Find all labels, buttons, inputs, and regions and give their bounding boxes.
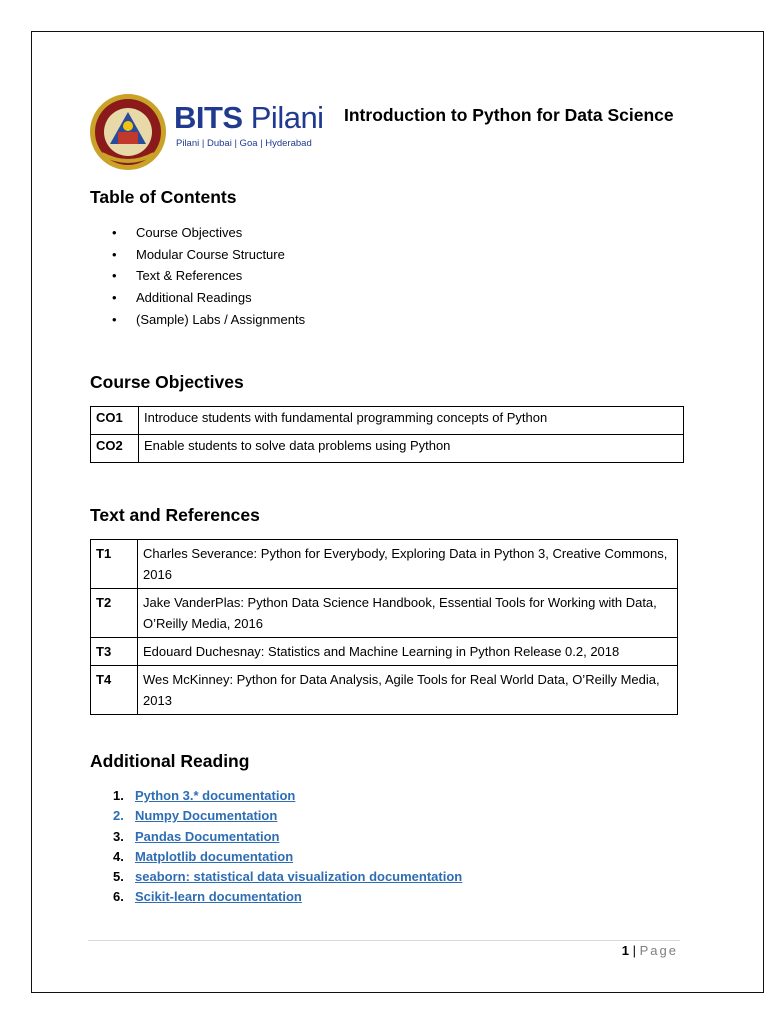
pandas-docs-link[interactable]: Pandas Documentation <box>135 828 280 844</box>
page-label: Page <box>639 943 678 958</box>
page-number: 1 <box>621 943 630 958</box>
table-row <box>91 638 678 666</box>
reference-code: T2 <box>91 589 138 638</box>
list-item: 6. Scikit-learn documentation <box>113 889 302 905</box>
toc-item: • Course Objectives <box>112 225 243 240</box>
toc-list <box>112 222 305 330</box>
brand-name: BITS Pilani <box>174 100 324 135</box>
reference-text: Edouard Duchesnay: Statistics and Machine Learning in Python Release 0.2, 2018 <box>138 638 678 666</box>
objectives-heading: Course Objectives <box>90 372 244 392</box>
university-seal-icon <box>88 92 168 172</box>
table-row <box>91 589 678 638</box>
toc-item: • Modular Course Structure <box>112 246 285 262</box>
table-row <box>91 407 684 435</box>
python-docs-link[interactable]: Python 3.* documentation <box>135 788 296 803</box>
seaborn-docs-link[interactable]: seaborn: statistical data visualization documentation <box>135 869 463 885</box>
reading-heading: Additional Reading <box>90 751 250 771</box>
objective-text: Introduce students with fundamental programming concepts of Python <box>139 407 684 435</box>
references-table <box>90 539 678 715</box>
list-item: 5. seaborn: statistical data visualization documentation <box>113 869 463 885</box>
page-footer: 1 | Page <box>621 943 678 958</box>
toc-item: • Additional Readings <box>112 290 252 306</box>
objectives-table <box>90 406 684 463</box>
reference-code: T1 <box>91 540 138 589</box>
matplotlib-docs-link[interactable]: Matplotlib documentation <box>135 848 294 864</box>
toc-item: • (Sample) Labs / Assignments <box>112 311 306 327</box>
toc-item: • Text & References <box>112 268 243 284</box>
table-row <box>91 666 678 715</box>
bits-pilani-logo <box>88 92 324 172</box>
objective-code: CO2 <box>91 435 139 463</box>
brand-campuses: Pilani | Dubai | Goa | Hyderabad <box>176 138 312 149</box>
references-heading: Text and References <box>90 505 260 525</box>
list-item: 1. Python 3.* documentation <box>113 788 296 803</box>
reference-text: Wes McKinney: Python for Data Analysis, Agile Tools for Real World Data, O’Reilly Media, 2013 <box>138 666 678 715</box>
reference-text: Charles Severance: Python for Everybody, Exploring Data in Python 3, Creative Commons, 2016 <box>138 540 678 589</box>
objective-text: Enable students to solve data problems using Python <box>139 435 684 463</box>
table-row <box>91 540 678 589</box>
table-row <box>91 435 684 463</box>
document-title: Introduction to Python for Data Science <box>344 105 674 125</box>
numpy-docs-link[interactable]: Numpy Documentation <box>135 808 278 824</box>
scikit-learn-docs-link[interactable]: Scikit-learn documentation <box>135 889 302 905</box>
reference-code: T3 <box>91 638 138 666</box>
list-item: 2. Numpy Documentation <box>113 808 278 824</box>
toc-heading: Table of Contents <box>90 187 237 207</box>
footer-divider <box>88 940 680 941</box>
list-item: 4. Matplotlib documentation <box>113 848 294 864</box>
list-item: 3. Pandas Documentation <box>113 828 280 844</box>
reference-code: T4 <box>91 666 138 715</box>
objective-code: CO1 <box>91 407 139 435</box>
reference-text: Jake VanderPlas: Python Data Science Handbook, Essential Tools for Working with Data, O’Reilly Media, 2016 <box>138 589 678 638</box>
reading-list <box>113 786 462 908</box>
